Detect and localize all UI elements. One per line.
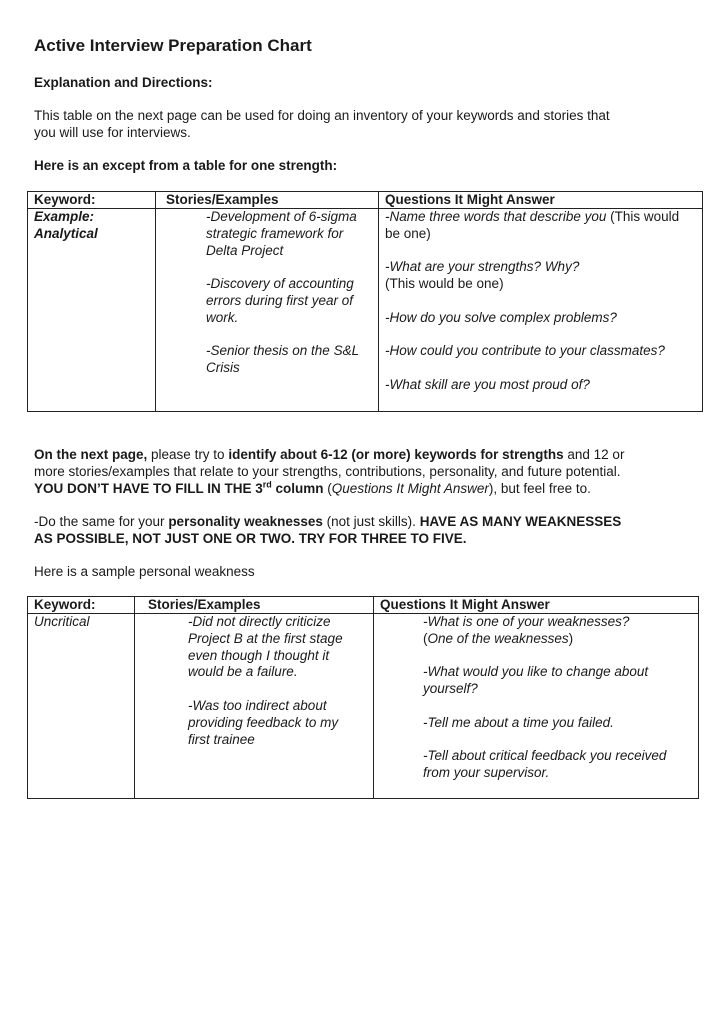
table-header-row [28,192,703,209]
instructions-line-3: YOU DON’T HAVE TO FILL IN THE 3rd column (Questions It Might Answer), but feel free to. [34,479,591,496]
story-2-line-3: first trainee [188,731,255,747]
question-1-line-2: (One of the weaknesses) [423,630,574,646]
page-title: Active Interview Preparation Chart [34,36,312,55]
question-2-line-2: (This would be one) [385,276,504,292]
story-1-line-4: would be a failure. [188,664,298,680]
instructions-line-1: On the next page, please try to identify about 6-12 (or more) keywords for strengths and 12 or [34,447,625,462]
question-2: -What would you like to change about [423,664,649,680]
keyword-example-label: Example: [34,209,95,224]
keyword-cell: Uncritical [28,614,135,799]
story-1-line-1: -Did not directly criticize [188,614,331,629]
question-4: -How could you contribute to your classmates? [385,343,665,359]
story-2-line-3: work. [206,309,239,325]
weakness-instructions [34,513,621,547]
question-4-line-2: from your supervisor. [423,765,550,781]
story-1-line-3: even though I thought it [188,647,330,663]
question-5: -What skill are you most proud of? [385,376,590,392]
keyword-value: Analytical [34,225,98,241]
story-2-line-1: -Was too indirect about [188,697,327,713]
questions-cell [379,209,703,412]
strength-table [27,191,703,412]
question-2-line-2: yourself? [423,681,478,697]
story-2-line-2: providing feedback to my [188,714,339,730]
header-keyword: Keyword: [28,597,135,614]
table-header-row [28,597,699,614]
table-row [28,614,699,799]
instructions-line-2: more stories/examples that relate to your strengths, contributions, personality, and future potential. [34,464,621,479]
weakness-line-2: AS POSSIBLE, NOT JUST ONE OR TWO. TRY FOR THREE TO FIVE. [34,531,467,546]
stories-cell [135,614,374,799]
story-3-line-2: Crisis [206,360,240,376]
question-2: -What are your strengths? Why? [385,259,580,275]
header-keyword: Keyword: [28,192,156,209]
story-1-line-2: Project B at the first stage [188,630,343,646]
question-3: -How do you solve complex problems? [385,309,617,325]
weakness-line-1: -Do the same for your personality weaknesses (not just skills). HAVE AS MANY WEAKNESSES [34,514,622,529]
question-1: -Name three words that describe you (This would [385,209,680,224]
weakness-table [27,596,699,799]
questions-cell [374,614,699,799]
header-questions: Questions It Might Answer [374,597,699,614]
sample-heading: Here is a sample personal weakness [34,564,255,579]
excerpt-heading: Here is an except from a table for one strength: [34,158,338,173]
story-1-line-1: -Development of 6-sigma [206,209,357,224]
question-1: -What is one of your weaknesses? [423,614,630,629]
header-stories: Stories/Examples [156,192,379,209]
keyword-cell [28,209,156,412]
question-3: -Tell me about a time you failed. [423,714,614,730]
table-row [28,209,703,412]
story-1-line-3: Delta Project [206,242,284,258]
stories-cell [156,209,379,412]
question-1-line-2: be one) [385,225,431,241]
story-1-line-2: strategic framework for [206,225,344,241]
next-page-instructions [34,446,624,497]
header-stories: Stories/Examples [135,597,374,614]
story-3-line-1: -Senior thesis on the S&L [206,343,360,359]
question-4: -Tell about critical feedback you received [423,748,667,764]
explanation-heading: Explanation and Directions: [34,75,213,90]
intro-line-2: you will use for interviews. [34,125,191,140]
intro-line-1: This table on the next page can be used for doing an inventory of your keywords and stories that [34,108,610,123]
header-questions: Questions It Might Answer [379,192,703,209]
story-2-line-1: -Discovery of accounting [206,276,354,292]
intro-paragraph [34,107,610,141]
story-2-line-2: errors during first year of [206,292,354,308]
